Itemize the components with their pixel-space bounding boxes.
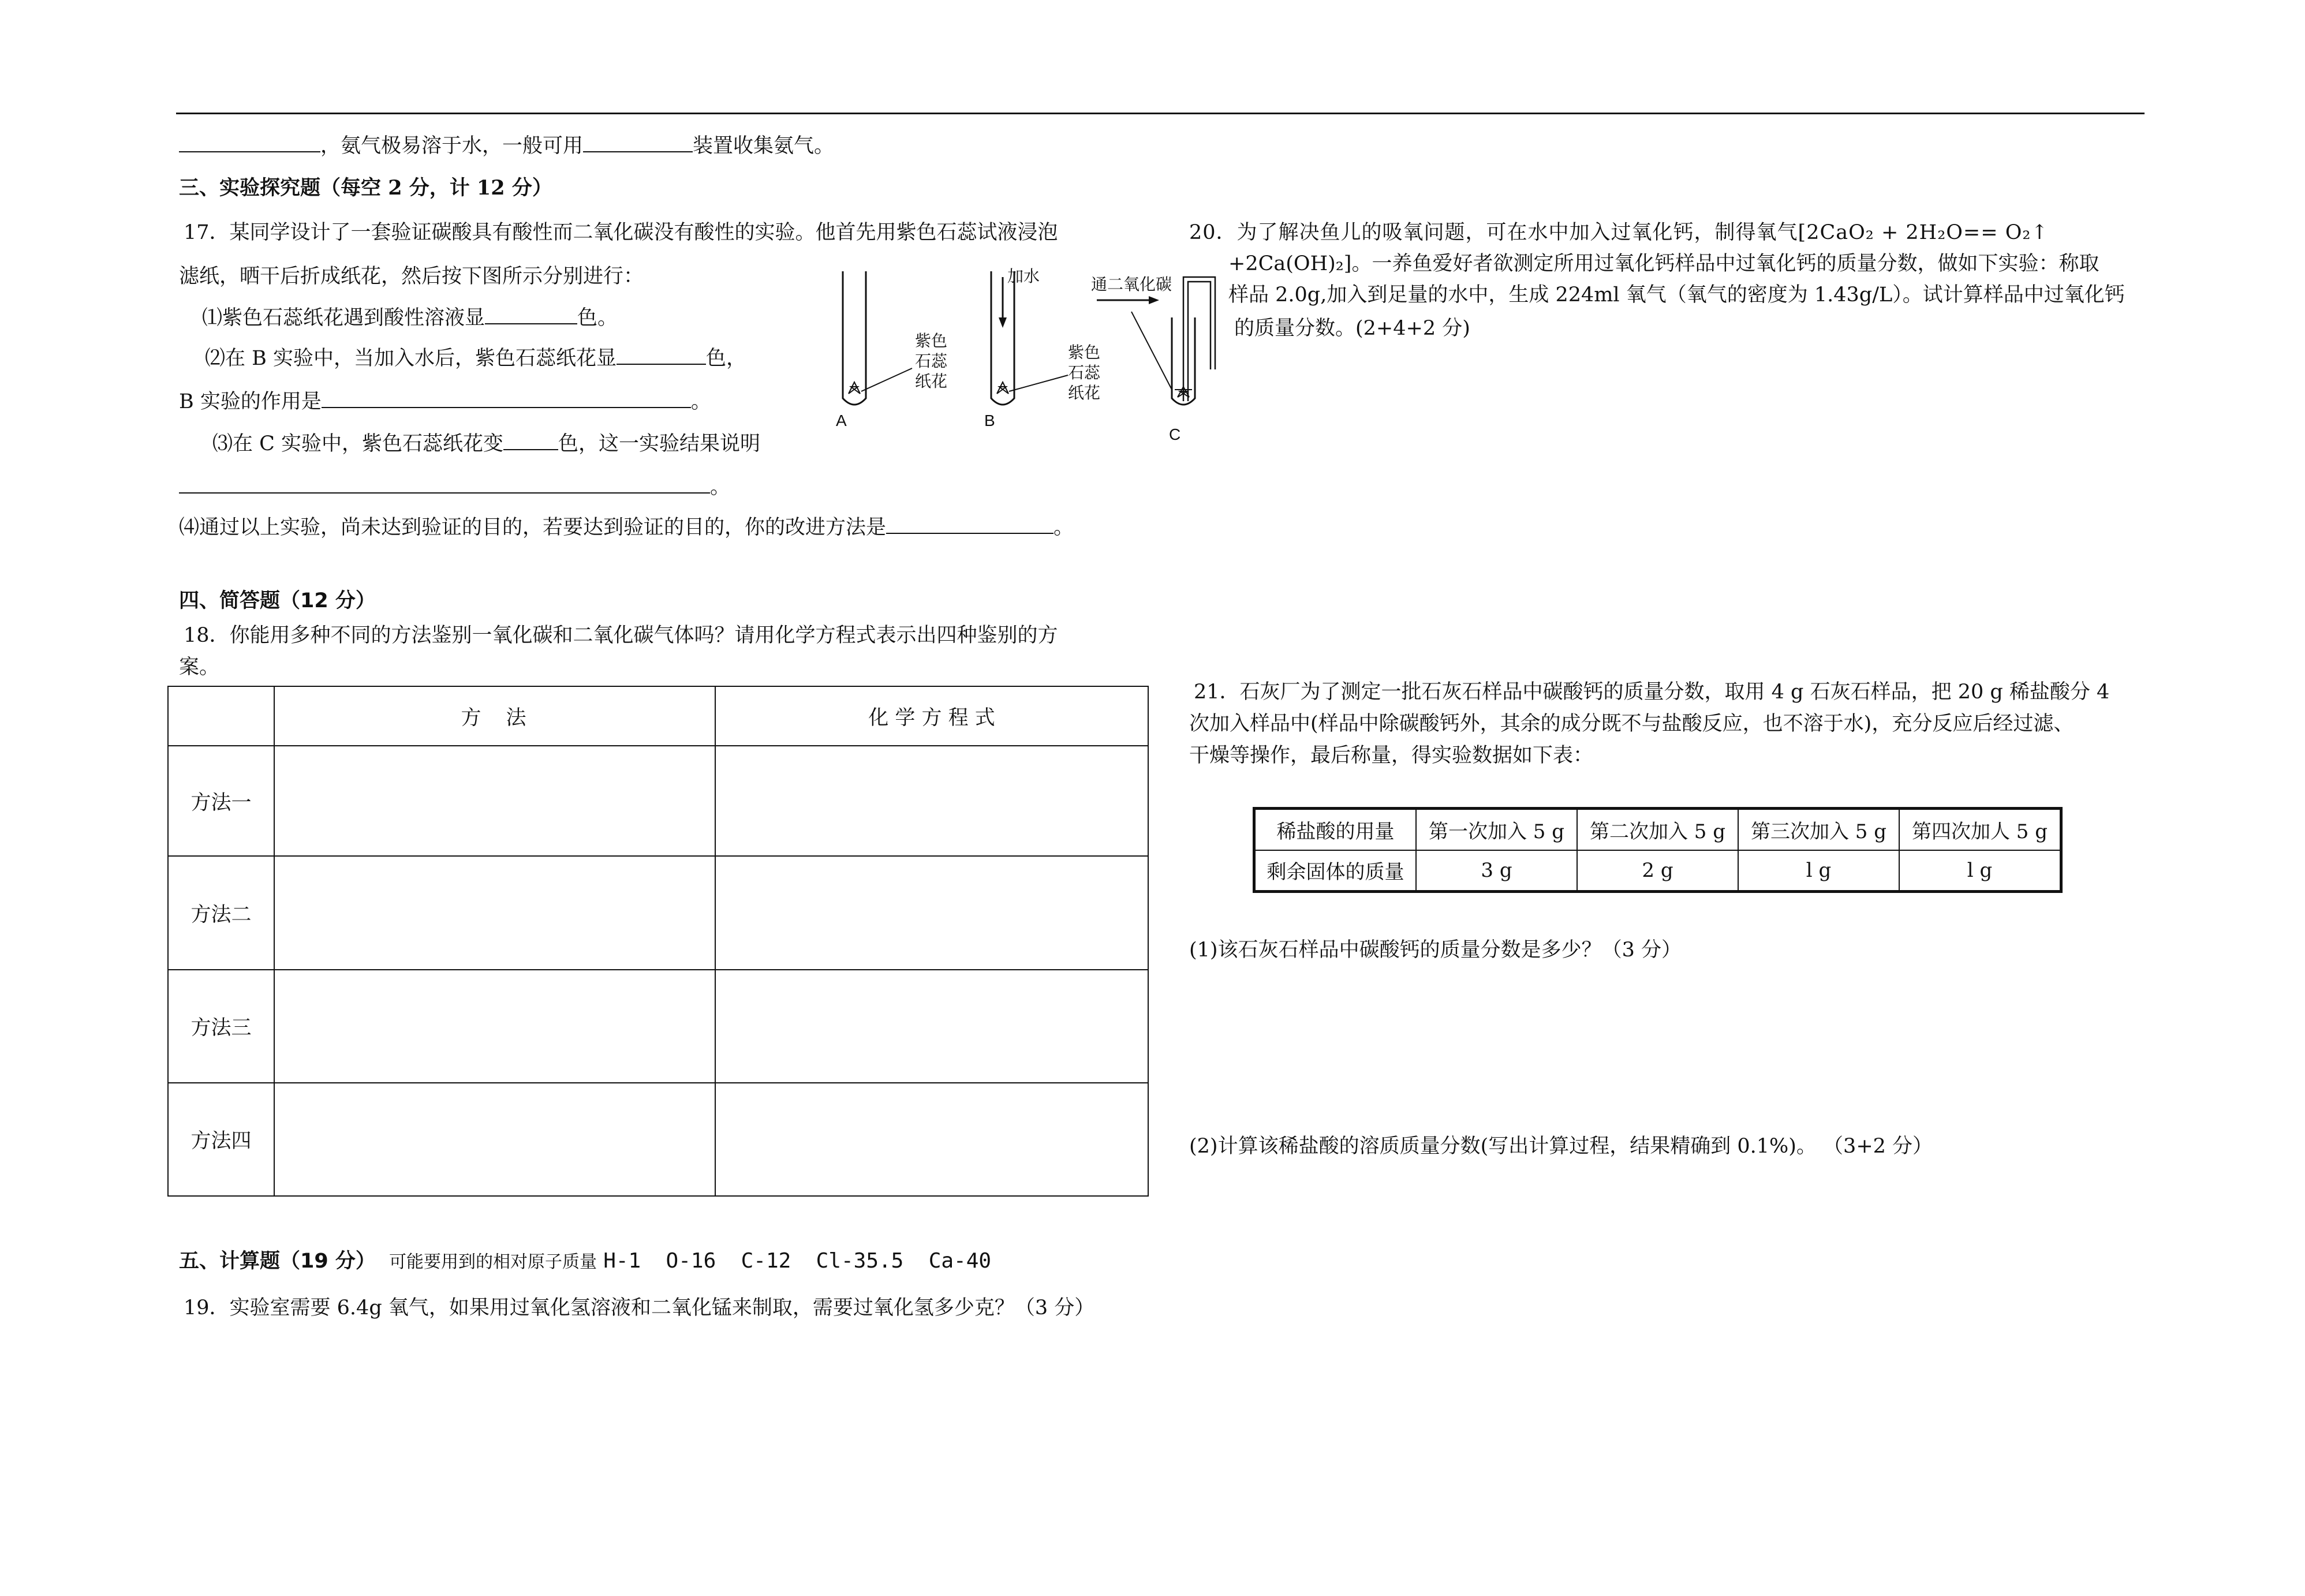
- q17-part2-role: B 实验的作用是 。: [179, 390, 711, 413]
- data-cell: l g: [1899, 850, 2061, 892]
- data-table: [1253, 807, 2063, 893]
- blank: [485, 306, 577, 324]
- blank: [583, 134, 693, 152]
- equation-cell[interactable]: [715, 746, 1148, 856]
- data-cell: 第一次加入 5 g: [1416, 809, 1577, 850]
- q17-line1: 17．某同学设计了一套验证碳酸具有酸性而二氧化碳没有酸性的实验。他首先用紫色石蕊试液浸泡: [184, 221, 1058, 244]
- q17-part4: ⑷通过以上实验，尚未达到验证的目的，若要达到验证的目的，你的改进方法是 。: [179, 516, 1074, 539]
- q21-sub2: (2)计算该稀盐酸的溶质质量分数(写出计算过程，结果精确到 0.1%)。 （3+2 分）: [1189, 1135, 1933, 1158]
- table-row: [168, 1083, 1148, 1196]
- data-row-acid: [1254, 809, 2061, 850]
- data-cell: 2 g: [1577, 850, 1738, 892]
- method-cell[interactable]: [274, 1083, 715, 1196]
- equation-cell[interactable]: [715, 970, 1148, 1083]
- q20-line4: 的质量分数。(2+4+2 分): [1234, 317, 1470, 340]
- row-label: 方法四: [168, 1083, 274, 1196]
- paper-label-1b: 石蕊: [915, 352, 948, 371]
- row-label: 方法二: [168, 856, 274, 970]
- blank: [503, 432, 558, 450]
- table-header-row: [168, 686, 1148, 746]
- data-cell: 剩余固体的质量: [1254, 850, 1417, 892]
- q21-line3: 干燥等操作，最后称量，得实验数据如下表：: [1189, 744, 1594, 767]
- section-5-heading: 五、计算题（19 分） 可能要用到的相对原子质量 H-1 O-16 C-12 Cl-35.5 Ca-40: [179, 1249, 992, 1273]
- data-cell: l g: [1738, 850, 1899, 892]
- row-label: 方法三: [168, 970, 274, 1083]
- q17-part3-conclusion: 。: [179, 475, 730, 499]
- label-b: B: [984, 412, 995, 429]
- col-equation: 化 学 方 程 式: [715, 686, 1148, 746]
- blank: [617, 346, 706, 365]
- data-cell: 第二次加入 5 g: [1577, 809, 1738, 850]
- q20-line3: 样品 2.0g,加入到足量的水中，生成 224ml 氧气（氧气的密度为 1.43g/L）。试计算样品中过氧化钙: [1228, 283, 2125, 307]
- q21-line1: 21．石灰厂为了测定一批石灰石样品中碳酸钙的质量分数，取用 4 g 石灰石样品，把 20 g 稀盐酸分 4: [1194, 681, 2110, 704]
- q18-line2: 案。: [179, 656, 220, 679]
- paper-label-2c: 纸花: [1068, 383, 1101, 402]
- blank: [886, 515, 1053, 534]
- q17-part1: ⑴紫色石蕊纸花遇到酸性溶液显 色。: [202, 307, 618, 330]
- method-cell[interactable]: [274, 856, 715, 970]
- q17-line2: 滤纸，晒干后折成纸花，然后按下图所示分别进行：: [179, 265, 644, 288]
- blank: [179, 475, 710, 494]
- paper-label-2a: 紫色: [1068, 343, 1101, 362]
- data-row-solid: [1254, 850, 2061, 892]
- table-row: [168, 970, 1148, 1083]
- row-label: 方法一: [168, 746, 274, 856]
- paper-flower-b: [997, 382, 1008, 394]
- test-tube-a: [843, 271, 866, 405]
- section-4-heading: 四、简答题（12 分）: [179, 589, 376, 612]
- table-corner: [168, 686, 274, 746]
- blank: [179, 134, 320, 152]
- q20-line1: 20．为了解决鱼儿的吸氧问题，可在水中加入过氧化钙，制得氧气[2CaO₂ + 2H₂O== O₂↑: [1189, 221, 2049, 244]
- blank: [322, 390, 691, 408]
- paper-flower-a: [849, 382, 860, 394]
- add-water-label: 加水: [1007, 267, 1040, 286]
- label-c: C: [1169, 425, 1181, 443]
- data-cell: 3 g: [1416, 850, 1577, 892]
- table-row: [168, 746, 1148, 856]
- equation-cell[interactable]: [715, 856, 1148, 970]
- q18-line1: 18．你能用多种不同的方法鉴别一氧化碳和二氧化碳气体吗？请用化学方程式表示出四种鉴别的方: [184, 624, 1058, 647]
- q19: 19．实验室需要 6.4g 氧气，如果用过氧化氢溶液和二氧化锰来制取，需要过氧化氢多少克？（3 分）: [184, 1296, 1095, 1320]
- methods-table: [167, 686, 1149, 1197]
- paper-label-1a: 紫色: [915, 331, 948, 350]
- table-row: [168, 856, 1148, 970]
- method-cell[interactable]: [274, 970, 715, 1083]
- data-cell: 稀盐酸的用量: [1254, 809, 1417, 850]
- co2-label: 通二氧化碳: [1091, 275, 1172, 294]
- label-a: A: [836, 412, 847, 429]
- q20-line2: +2Ca(OH)₂]。一养鱼爱好者欲测定所用过氧化钙样品中过氧化钙的质量分数，做如下实验：称取: [1228, 252, 2099, 275]
- paper-label-1c: 纸花: [915, 372, 948, 391]
- q17-part3: ⑶在 C 实验中，紫色石蕊纸花变 色，这一实验结果说明: [212, 432, 761, 455]
- paper-label-2b: 石蕊: [1068, 363, 1101, 382]
- q17-part2: ⑵在 B 实验中，当加入水后，紫色石蕊纸花显 色，: [205, 347, 746, 370]
- equation-cell[interactable]: [715, 1083, 1148, 1196]
- atomic-masses: H-1 O-16 C-12 Cl-35.5 Ca-40: [603, 1249, 992, 1273]
- col-method: 方 法: [274, 686, 715, 746]
- gas-delivery-tube: [1183, 277, 1215, 401]
- section-3-heading: 三、实验探究题（每空 2 分，计 12 分）: [179, 176, 552, 200]
- test-tube-figure: [825, 260, 1264, 456]
- q21-line2: 次加入样品中(样品中除碳酸钙外，其余的成分既不与盐酸反应，也不溶于水)，充分反应后经过滤、: [1189, 712, 2074, 735]
- ammonia-line: ，氨气极易溶于水，一般可用 装置收集氨气。: [179, 134, 834, 158]
- q21-sub1: (1)该石灰石样品中碳酸钙的质量分数是多少？（3 分）: [1189, 939, 1682, 962]
- method-cell[interactable]: [274, 746, 715, 856]
- data-cell: 第三次加入 5 g: [1738, 809, 1899, 850]
- data-cell: 第四次加人 5 g: [1899, 809, 2061, 850]
- header-rule: [176, 113, 2145, 114]
